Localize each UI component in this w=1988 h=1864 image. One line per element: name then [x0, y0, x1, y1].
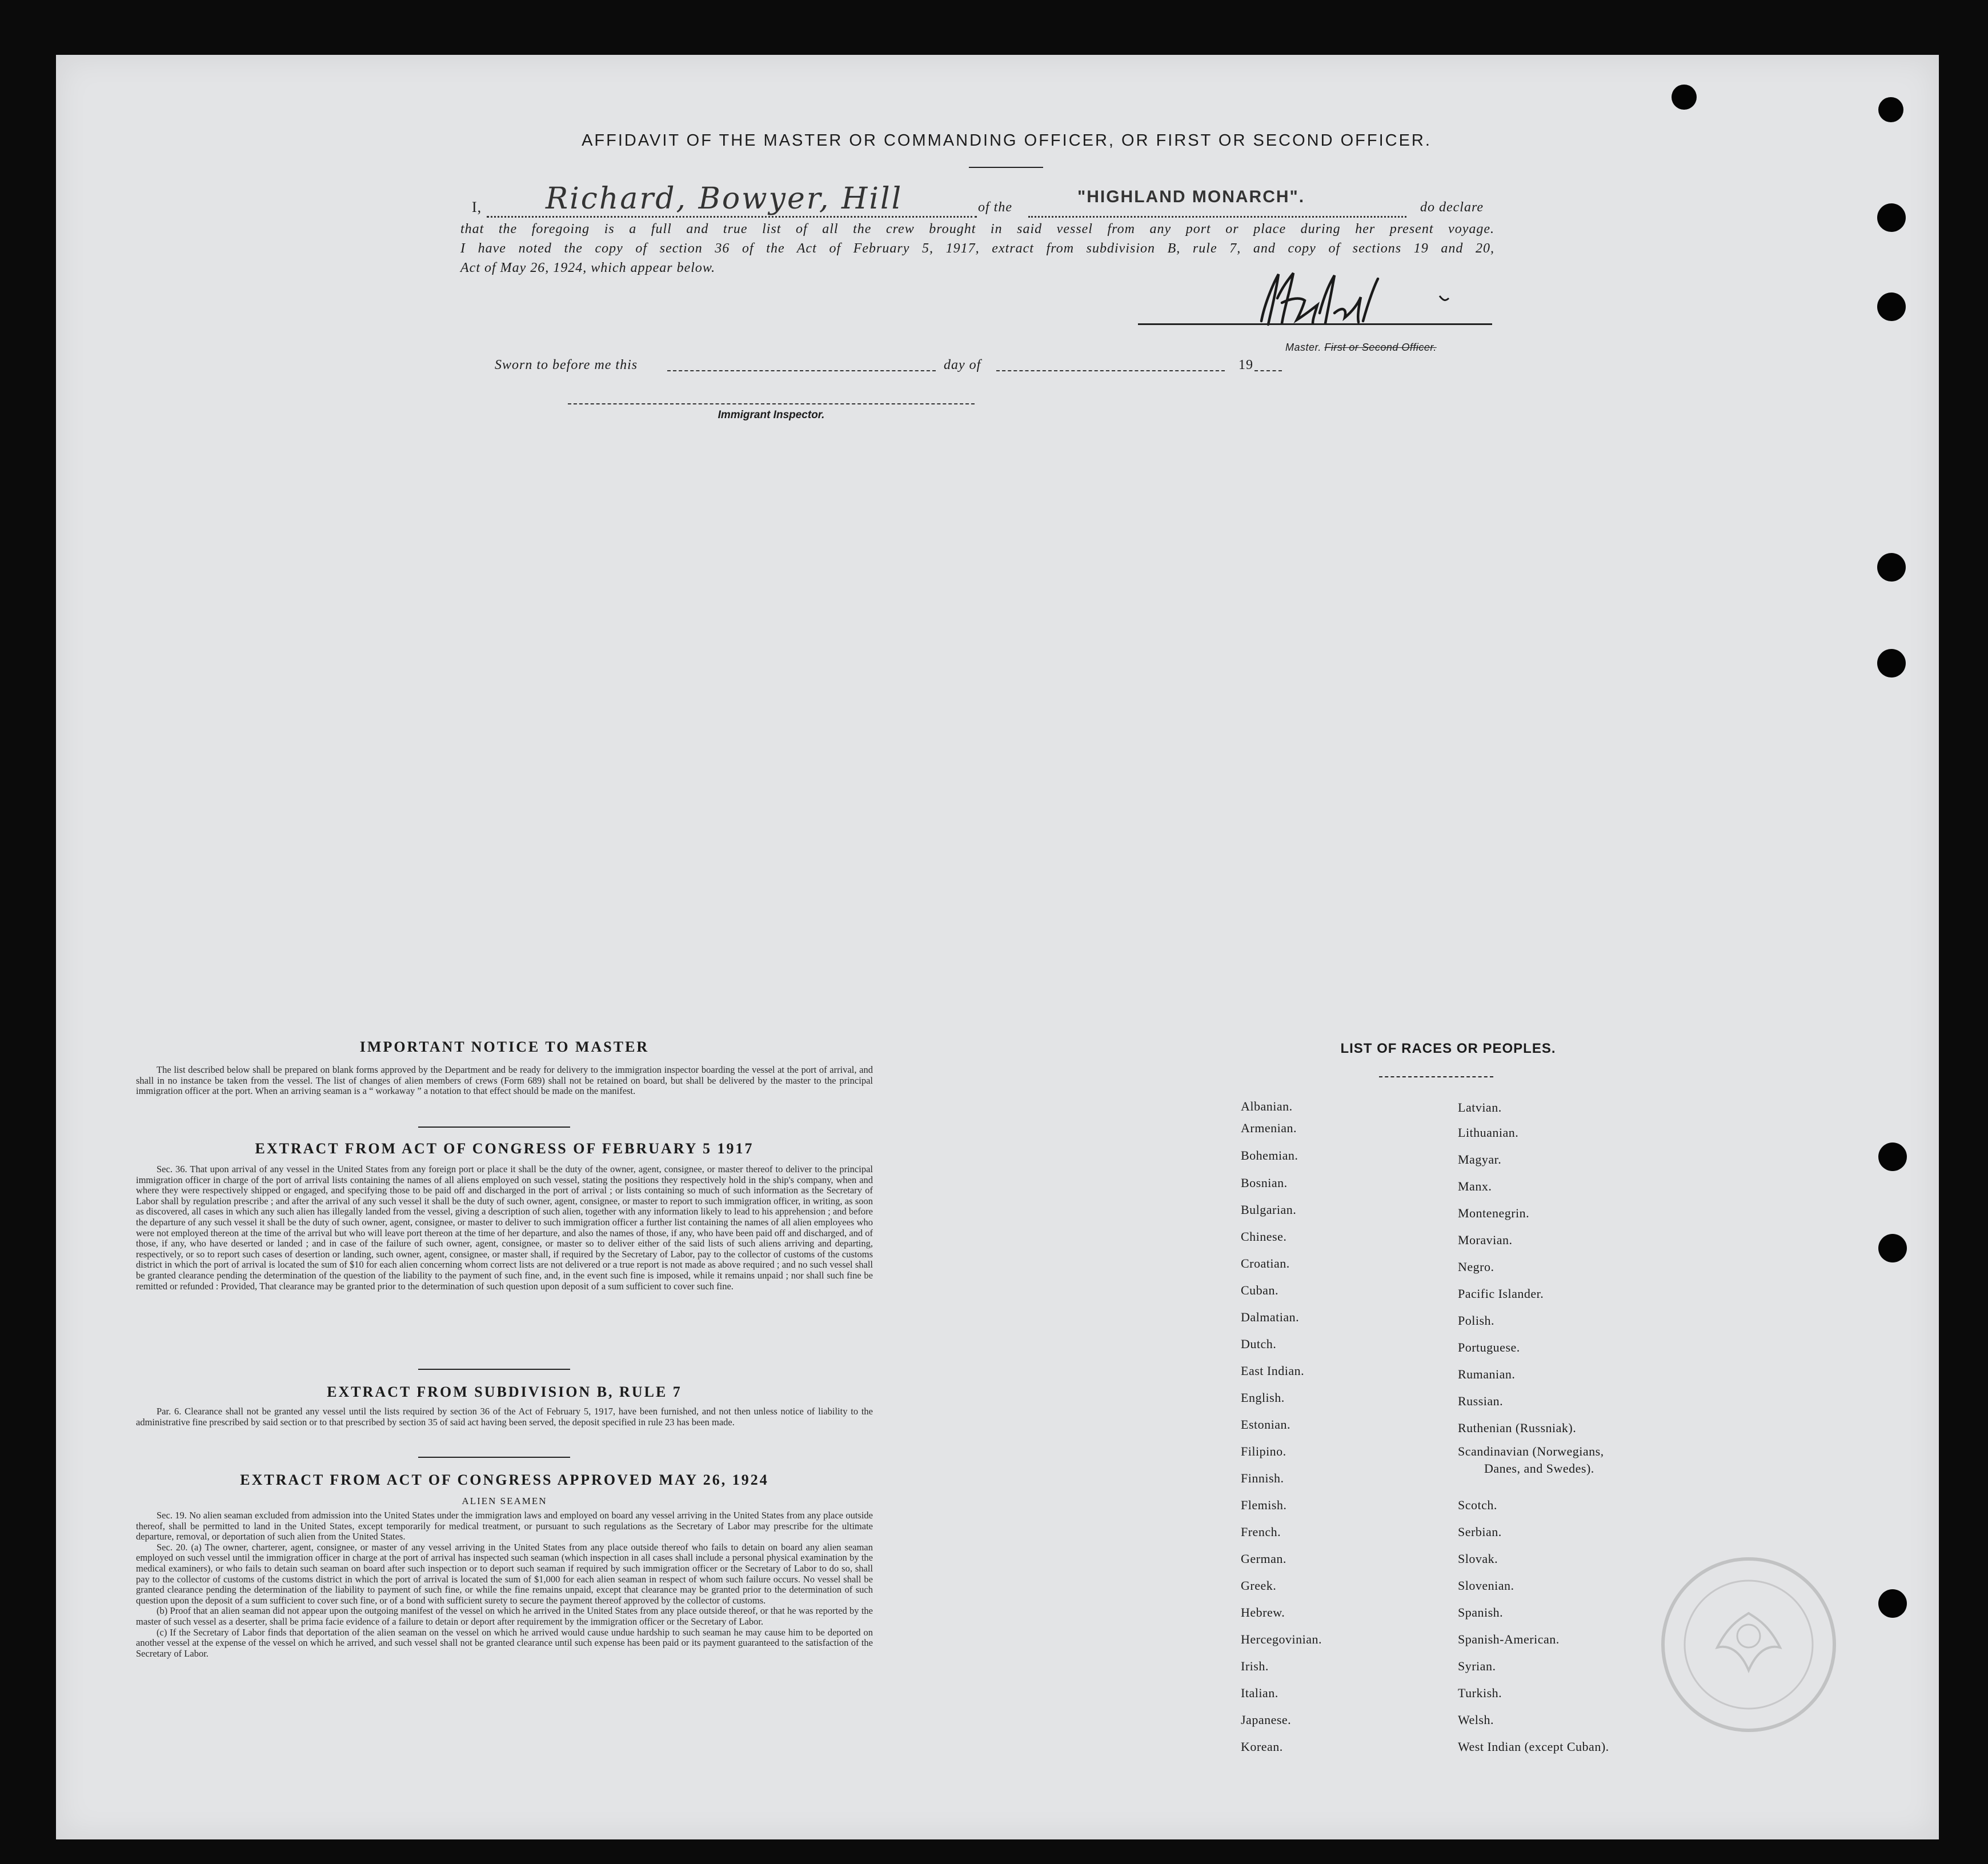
punch-hole	[1877, 203, 1906, 232]
race-item: Korean.	[1241, 1739, 1283, 1754]
race-item: Dalmatian.	[1241, 1310, 1300, 1324]
name-line	[487, 216, 977, 218]
race-item: Japanese.	[1241, 1713, 1292, 1727]
race-item: Latvian.	[1458, 1100, 1502, 1115]
day-line	[996, 370, 1225, 371]
race-item: Bosnian.	[1241, 1176, 1288, 1190]
extract-rule7-title: EXTRACT FROM SUBDIVISION B, RULE 7	[327, 1384, 682, 1400]
declaration-line-3: I have noted the copy of section 36 of the Act of February 5, 1917, extract from subdivision B, rule 7, and copy of sections 19 and 20,	[460, 241, 1494, 256]
punch-hole	[1878, 1589, 1907, 1618]
section-divider	[418, 1369, 570, 1370]
race-item: Montenegrin.	[1458, 1206, 1530, 1220]
race-item: Bohemian.	[1241, 1148, 1298, 1163]
sec-20c-paragraph: (c) If the Secretary of Labor finds that deportation of the alien seaman on the vessel on which he arrived would cause undue hardship to such seaman he may cause him to be deported on another vessel at the expense of the vessel on which he arrived, and such vessel shall not be granted clearance until such expense has been paid or its payment guaranteed to the satisfaction of the Secretary of Labor.	[136, 1626, 873, 1659]
race-item: Portuguese.	[1458, 1340, 1520, 1354]
race-item: Negro.	[1458, 1260, 1494, 1274]
race-item: Serbian.	[1458, 1525, 1502, 1539]
signature-line	[1138, 323, 1492, 325]
declaration-line-4: Act of May 26, 1924, which appear below.	[460, 260, 716, 275]
race-item: Syrian.	[1458, 1659, 1496, 1673]
extract-1924-title: EXTRACT FROM ACT OF CONGRESS APPROVED MAY 26, 1924	[240, 1472, 769, 1488]
of-the-label: of the	[978, 200, 1012, 215]
signature-caption	[1285, 342, 1437, 354]
race-item: Moravian.	[1458, 1233, 1513, 1247]
race-item: Hebrew.	[1241, 1605, 1285, 1620]
races-title: LIST OF RACES OR PEOPLES.	[1340, 1041, 1556, 1056]
section-divider	[418, 1457, 570, 1458]
race-item: Finnish.	[1241, 1471, 1284, 1485]
par-6-paragraph: Par. 6. Clearance shall not be granted any vessel until the lists required by section 36 of the Act of February 5, 1917, have been furnished, and not then unless notice of liability to the administrative fine prescribed by said section or to that prescribed by section 35 of said act having been served, the deposit specified in rule 23 has been made.	[136, 1406, 873, 1428]
race-item: Slovak.	[1458, 1552, 1498, 1566]
punch-hole	[1878, 1234, 1907, 1262]
punch-hole	[1878, 97, 1903, 122]
inspector-signature-line	[568, 403, 975, 404]
year-prefix: 19	[1239, 358, 1253, 372]
sworn-label: Sworn to before me this	[495, 358, 638, 372]
sec-19-paragraph: Sec. 19. No alien seaman excluded from admission into the United States under the immigration laws and employed on board any vessel arriving in the United States from any place outside thereof, shall be permitted to land in the United States, except temporarily for medical treatment, or pursuant to such regulations as the Secretary of Labor may prescribe for the ultimate departure, removal, or deportation of such alien from the United States.	[136, 1510, 873, 1542]
race-item: Scotch.	[1458, 1498, 1497, 1512]
national-archives-seal	[1654, 1550, 1843, 1739]
do-declare-label: do declare	[1420, 200, 1484, 215]
race-item: East Indian.	[1241, 1364, 1305, 1378]
vessel-line	[1028, 216, 1406, 218]
year-line	[1254, 370, 1282, 371]
race-item: Irish.	[1241, 1659, 1269, 1673]
master-signature	[1251, 268, 1468, 331]
extract-1917-body	[136, 1164, 873, 1292]
section-divider	[418, 1127, 570, 1128]
sec-20a-paragraph: Sec. 20. (a) The owner, charterer, agent, consignee, or master of any vessel arriving in the United States from any place outside thereof who fails to detain on board any alien seaman employed on such vessel until the immigration officer in charge at the port of arrival has inspected such seaman (which inspection in all cases shall include a personal physical examination by the medical examiners), or who fails to detain such seaman on board after such inspection or to deport such seaman if required by such immigration officer or the Secretary of Labor to do so, shall pay to the collector of customs of the customs district in which the port of arrival is located the sum of $1,000 for each alien seaman in respect of whom such failure occurs. No vessel shall be granted clearance pending the determination of the liability to payment of such fine, or while the fine remains unpaid, except that clearance may be granted prior to the determination of such question upon the deposit of a sum sufficient to cover such fine, or of a bond with sufficient surety to secure the payment thereof approved by the collector of customs.	[136, 1541, 873, 1606]
title-underline	[969, 167, 1043, 168]
extract-1924-body	[136, 1510, 873, 1659]
race-item: Greek.	[1241, 1578, 1277, 1593]
sworn-date-line	[667, 370, 936, 371]
day-of-label: day of	[944, 358, 981, 372]
race-item: Spanish.	[1458, 1605, 1504, 1620]
sec-20b-paragraph: (b) Proof that an alien seaman did not appear upon the outgoing manifest of the vessel on which he arrived in the United States from any place outside thereof, or that he was reported by the master of such vessel as a deserter, shall be prima facie evidence of a failure to detain or deport after requirement by the immigration officer or the Secretary of Labor.	[136, 1605, 873, 1627]
race-item: Turkish.	[1458, 1686, 1502, 1700]
race-item: Russian.	[1458, 1394, 1504, 1408]
race-item: Italian.	[1241, 1686, 1278, 1700]
race-item: Bulgarian.	[1241, 1202, 1297, 1217]
notice-title: IMPORTANT NOTICE TO MASTER	[359, 1039, 650, 1055]
race-item: Spanish-American.	[1458, 1632, 1560, 1646]
race-item: Estonian.	[1241, 1417, 1290, 1432]
declaration-line-2: that the foregoing is a full and true list of all the crew brought in said vessel from any port or place during her present voyage.	[460, 222, 1494, 236]
race-item: Danes, and Swedes).	[1484, 1461, 1594, 1476]
race-item: Cuban.	[1241, 1283, 1278, 1297]
race-item: West Indian (except Cuban).	[1458, 1739, 1609, 1754]
inspector-caption: Immigrant Inspector.	[718, 409, 825, 421]
section-36-paragraph: Sec. 36. That upon arrival of any vessel in the United States from any foreign port or place it shall be the duty of the owner, agent, consignee, or master thereof to deliver to the principal immigration officer in charge of the port of arrival lists containing the names of all aliens employed on such vessel, stating the positions they respectively hold in the ship's company, when and where they were respectively shipped or engaged, and specifying those to be paid off and discharged in the port of arrival ; or lists containing so much of such information as the Secretary of Labor shall by regulation prescribe ; and after the arrival of any such vessel it shall be the duty of such owner, agent, consignee, or master to report to such immigration officer, in writing, as soon as discovered, all cases in which any such alien has illegally landed from the vessel, giving a description of such alien, together with any information likely to lead to his apprehension ; and before the departure of any such vessel it shall be the duty of such owner, agent, consignee, or master to deliver to such immigration officer a further list containing the names of all alien employees who were not employed thereon at the time of the arrival but who will leave port thereon at the time of her departure, and also the names of those, if any, who have been paid off and discharged, and of those, if any, who have deserted or landed ; and in case of the failure of such owner, agent, consignee, or master so to deliver either of the said lists of such aliens arriving and departing, respectively, or so to report such cases of desertion or landing, such owner, agent, consignee, or master shall, if required by the Secretary of Labor, pay to the collector of customs of the customs district in which the port of arrival is located the sum of $10 for each alien concerning whom correct lists are not delivered or a true report is not made as above required ; and no such vessel shall be granted clearance pending the determination of the question of the liability to the payment of such fine, and, in the event such fine is imposed, while it remains unpaid ; nor shall such fine be remitted or refunded : Provided, That clearance may be granted prior to the determination of such question upon deposit of a sum sufficient to cover such fine.	[136, 1164, 873, 1292]
race-item: German.	[1241, 1552, 1286, 1566]
race-item: Welsh.	[1458, 1713, 1494, 1727]
race-item: Croatian.	[1241, 1256, 1290, 1270]
punch-hole	[1672, 85, 1697, 110]
race-item: Albanian.	[1241, 1099, 1293, 1113]
punch-hole	[1877, 649, 1906, 678]
race-item: Manx.	[1458, 1179, 1492, 1193]
extract-1917-title: EXTRACT FROM ACT OF CONGRESS OF FEBRUARY 5 1917	[255, 1140, 754, 1157]
race-item: Hercegovinian.	[1241, 1632, 1322, 1646]
race-item: Dutch.	[1241, 1337, 1277, 1351]
alien-seamen-subtitle: ALIEN SEAMEN	[462, 1496, 547, 1506]
punch-hole	[1877, 553, 1906, 582]
vessel-name-stamp: "HIGHLAND MONARCH".	[1077, 187, 1305, 206]
race-item: Scandinavian (Norwegians,	[1458, 1444, 1604, 1458]
race-item: Polish.	[1458, 1313, 1495, 1328]
race-item: Armenian.	[1241, 1121, 1297, 1135]
races-title-underline	[1379, 1076, 1493, 1077]
race-item: French.	[1241, 1525, 1281, 1539]
race-item: Magyar.	[1458, 1152, 1502, 1166]
race-item: Rumanian.	[1458, 1367, 1516, 1381]
notice-body	[136, 1065, 873, 1097]
punch-hole	[1878, 1143, 1907, 1171]
extract-rule7-body	[136, 1406, 873, 1428]
race-item: Ruthenian (Russniak).	[1458, 1421, 1577, 1435]
race-item: Lithuanian.	[1458, 1125, 1519, 1140]
race-item: English.	[1241, 1390, 1285, 1405]
affidavit-title: AFFIDAVIT OF THE MASTER OR COMMANDING OFFICER, OR FIRST OR SECOND OFFICER.	[582, 131, 1432, 150]
declarant-prefix: I,	[472, 199, 482, 215]
race-item: Filipino.	[1241, 1444, 1286, 1458]
race-item: Flemish.	[1241, 1498, 1287, 1512]
caption-struck-officer: First or Second Officer.	[1324, 342, 1437, 353]
notice-paragraph: The list described below shall be prepared on blank forms approved by the Department and be ready for delivery to the immigration inspector boarding the vessel at the port of arrival, and shall in no instance be taken from the vessel. The list of changes of alien members of crews (Form 689) shall not be retained on board, but shall be delivered by the master to the principal immigration officer at the port. When an arriving seaman is a “ workaway ” a notation to that effect should be made on the manifest.	[136, 1064, 873, 1097]
master-name-handwritten: Richard, Bowyer, Hill	[546, 182, 903, 216]
caption-master: Master.	[1285, 342, 1321, 353]
race-item: Pacific Islander.	[1458, 1286, 1544, 1301]
race-item: Slovenian.	[1458, 1578, 1514, 1593]
race-item: Chinese.	[1241, 1229, 1287, 1244]
punch-hole	[1877, 292, 1906, 321]
